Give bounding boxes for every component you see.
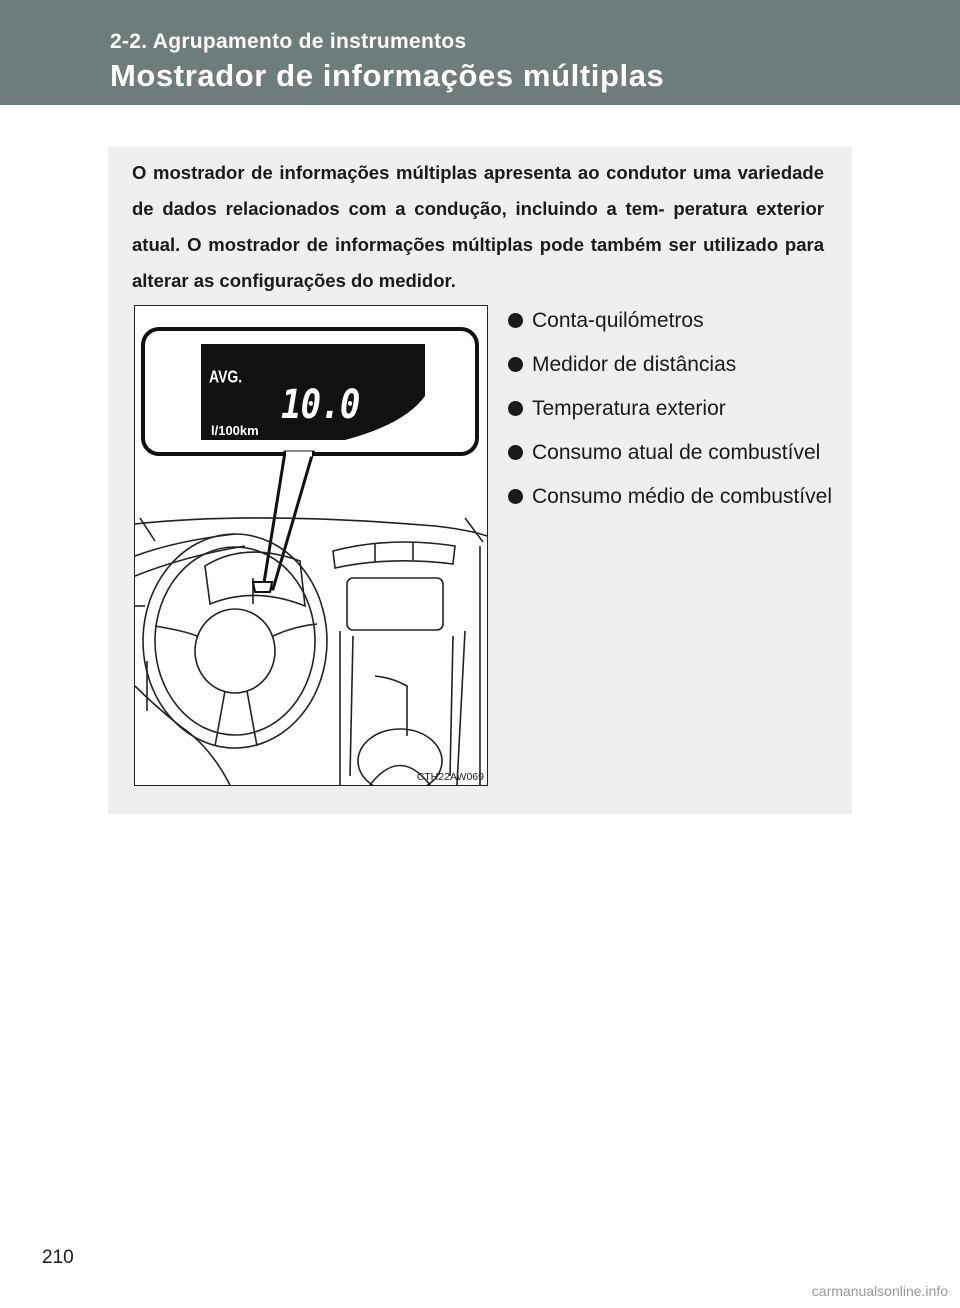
bullet-icon [508, 313, 523, 328]
page-title: Mostrador de informações múltiplas [110, 58, 665, 93]
list-item: Medidor de distâncias [508, 349, 838, 380]
bullet-icon [508, 445, 523, 460]
feature-list [508, 305, 838, 525]
list-item: Consumo médio de combustível [508, 481, 838, 512]
section-label: 2-2. Agrupamento de instrumentos [110, 30, 467, 53]
page-number: 210 [42, 1247, 74, 1268]
lcd-mode-label: AVG. [209, 366, 243, 386]
figure-code: CTH22AW069 [416, 771, 484, 783]
watermark: carmanualsonline.info [811, 1283, 948, 1299]
dashboard-figure [134, 305, 488, 786]
lcd-unit-label: l/100km [211, 423, 259, 438]
lcd-value: 10.0 [281, 382, 360, 428]
list-item: Conta-quilómetros [508, 305, 838, 336]
page-header [0, 0, 960, 105]
bullet-icon [508, 489, 523, 504]
list-item: Consumo atual de combustível [508, 437, 838, 468]
bullet-icon [508, 401, 523, 416]
intro-paragraph: O mostrador de informações múltiplas apresenta ao condutor uma variedade de dados relacionados com a condução, incluindo a tem- peratura exterior atual. O mostrador de informações múltiplas pode também ser utilizado para alterar as configurações do medidor. [132, 162, 824, 291]
dashboard-illustration [135, 306, 487, 785]
list-item: Temperatura exterior [508, 393, 838, 424]
bullet-icon [508, 357, 523, 372]
